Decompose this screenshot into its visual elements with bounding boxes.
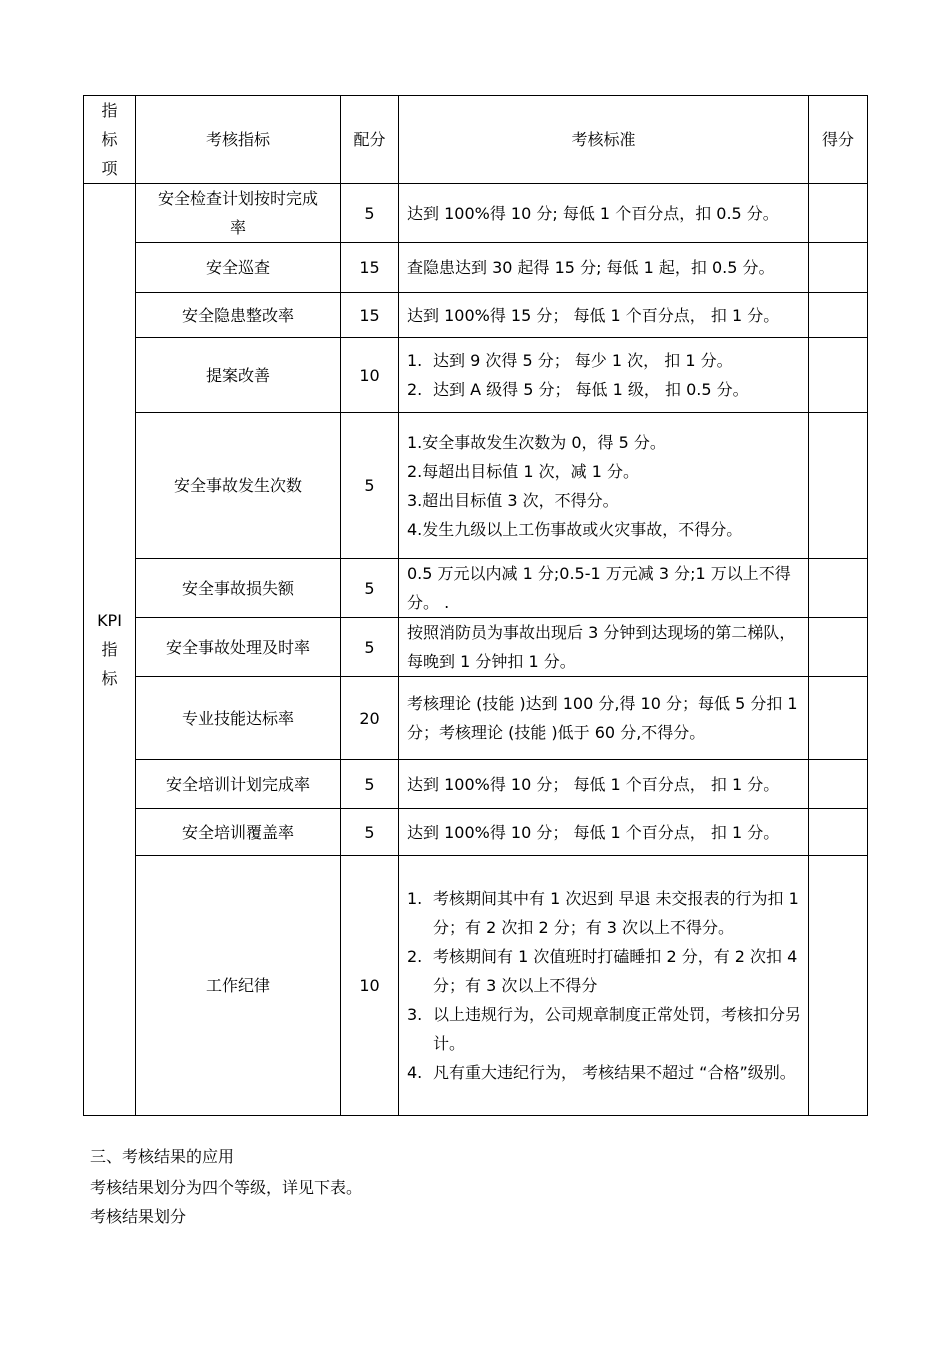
header-row xyxy=(84,96,868,184)
standard-cell xyxy=(399,338,809,413)
header-points: 配分 xyxy=(341,96,399,184)
standard-cell: 1.安全事故发生次数为 0，得 5 分。 2.每超出目标值 1 次，减 1 分。 3.超出目标值 3 次，不得分。 4.发生九级以上工伤事故或火灾事故，不得分。 xyxy=(399,413,809,559)
indicator-cell: 安全检查计划按时完成率 xyxy=(136,184,341,243)
standard-cell: 查隐患达到 30 起得 15 分; 每低 1 起，扣 0.5 分。 xyxy=(399,243,809,293)
standard-cell: 达到 100%得 10 分； 每低 1 个百分点， 扣 1 分。 xyxy=(399,809,809,856)
table-row xyxy=(84,243,868,293)
list-item: 3. 以上违规行为，公司规章制度正常处罚，考核扣分另计。 xyxy=(407,1005,802,1053)
score-cell xyxy=(809,856,868,1116)
table-row xyxy=(84,413,868,559)
table-row xyxy=(84,760,868,809)
standard-cell: 按照消防员为事故出现后 3 分钟到达现场的第二梯队，每晚到 1 分钟扣 1 分。 xyxy=(399,618,809,677)
indicator-cell: 安全巡查 xyxy=(136,243,341,293)
list-item: 1. 达到 9 次得 5 分； 每少 1 次， 扣 1 分。 xyxy=(407,351,733,370)
table-row xyxy=(84,184,868,243)
table-row xyxy=(84,677,868,760)
points-cell: 5 xyxy=(341,413,399,559)
list-item: 2. 考核期间有 1 次值班时打磕睡扣 2 分，有 2 次扣 4 分；有 3 次以上不得分 xyxy=(407,947,798,995)
score-cell xyxy=(809,338,868,413)
indicator-cell: 安全事故发生次数 xyxy=(136,413,341,559)
list-item: 2. 达到 A 级得 5 分； 每低 1 级， 扣 0.5 分。 xyxy=(407,380,749,399)
points-cell: 20 xyxy=(341,677,399,760)
list-item: 4. 凡有重大违纪行为， 考核结果不超过 “合格”级别。 xyxy=(407,1063,796,1082)
indicator-cell: 安全培训计划完成率 xyxy=(136,760,341,809)
points-cell: 10 xyxy=(341,338,399,413)
points-cell: 5 xyxy=(341,618,399,677)
header-standard: 考核标准 xyxy=(399,96,809,184)
header-item: 指 标 项 xyxy=(84,96,136,184)
standard-cell: 达到 100%得 10 分； 每低 1 个百分点， 扣 1 分。 xyxy=(399,760,809,809)
group-label-kpi: KPI 指 标 xyxy=(84,184,136,1116)
table-row xyxy=(84,856,868,1116)
table-row xyxy=(84,618,868,677)
standard-cell: 达到 100%得 15 分； 每低 1 个百分点， 扣 1 分。 xyxy=(399,293,809,338)
score-cell xyxy=(809,184,868,243)
section-heading: 三、考核结果的应用 xyxy=(90,1147,235,1166)
indicator-cell: 安全事故损失额 xyxy=(136,559,341,618)
points-cell: 10 xyxy=(341,856,399,1116)
table-row xyxy=(84,809,868,856)
points-cell: 15 xyxy=(341,293,399,338)
score-cell xyxy=(809,413,868,559)
standard-cell: 达到 100%得 10 分; 每低 1 个百分点，扣 0.5 分。 xyxy=(399,184,809,243)
score-cell xyxy=(809,809,868,856)
points-cell: 5 xyxy=(341,184,399,243)
table-caption: 考核结果划分 xyxy=(90,1207,187,1226)
score-cell xyxy=(809,559,868,618)
indicator-cell: 安全隐患整改率 xyxy=(136,293,341,338)
table-row xyxy=(84,293,868,338)
points-cell: 5 xyxy=(341,559,399,618)
indicator-cell: 安全培训覆盖率 xyxy=(136,809,341,856)
list-item: 1. 考核期间其中有 1 次迟到 早退 未交报表的行为扣 1 分；有 2 次扣 2 分；有 3 次以上不得分。 xyxy=(407,889,799,937)
score-cell xyxy=(809,243,868,293)
score-cell xyxy=(809,618,868,677)
standard-cell: 0.5 万元以内减 1 分;0.5-1 万元减 3 分;1 万以上不得分。 . xyxy=(399,559,809,618)
indicator-cell: 提案改善 xyxy=(136,338,341,413)
section-paragraph: 考核结果划分为四个等级，详见下表。 xyxy=(90,1178,363,1197)
kpi-table xyxy=(83,95,868,1116)
header-indicator: 考核指标 xyxy=(136,96,341,184)
standard-cell xyxy=(399,856,809,1116)
standard-cell: 考核理论 (技能 )达到 100 分,得 10 分；每低 5 分扣 1 分；考核理论 (技能 )低于 60 分,不得分。 xyxy=(399,677,809,760)
indicator-cell: 安全事故处理及时率 xyxy=(136,618,341,677)
indicator-cell: 专业技能达标率 xyxy=(136,677,341,760)
points-cell: 15 xyxy=(341,243,399,293)
header-score: 得分 xyxy=(809,96,868,184)
score-cell xyxy=(809,760,868,809)
score-cell xyxy=(809,293,868,338)
points-cell: 5 xyxy=(341,760,399,809)
indicator-cell: 工作纪律 xyxy=(136,856,341,1116)
score-cell xyxy=(809,677,868,760)
table-row xyxy=(84,338,868,413)
points-cell: 5 xyxy=(341,809,399,856)
table-row xyxy=(84,559,868,618)
